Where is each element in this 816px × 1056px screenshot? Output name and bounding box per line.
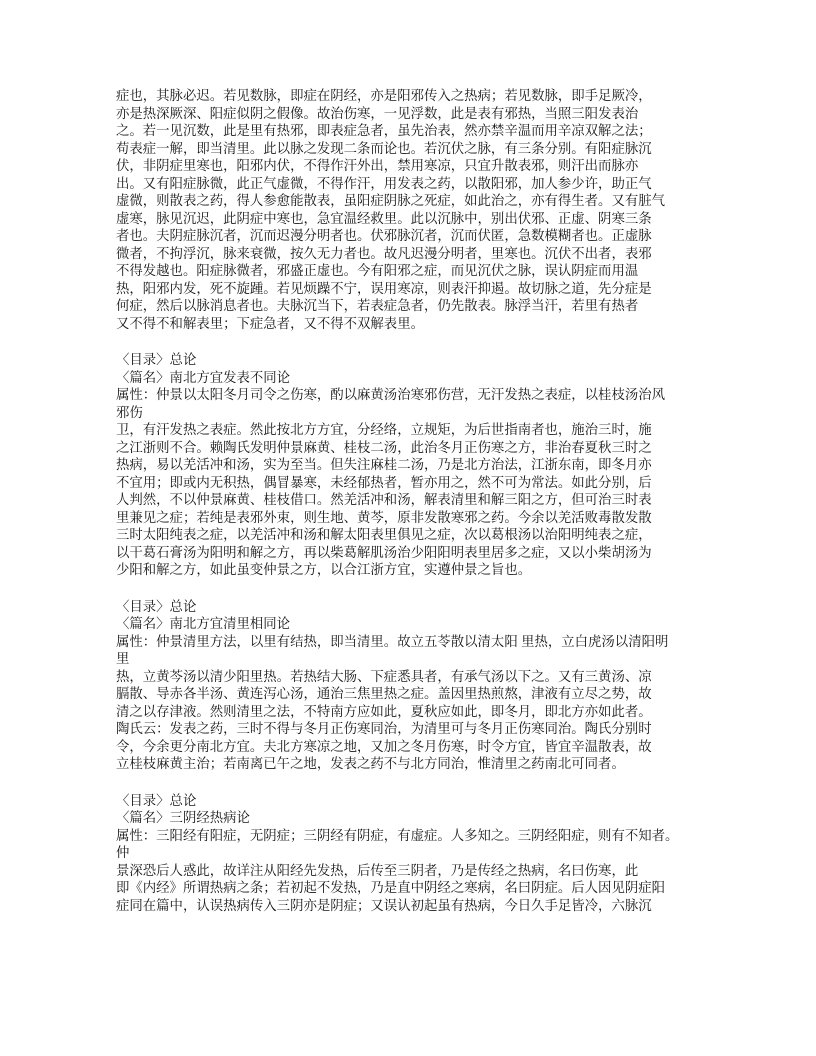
text-line: 即《内经》所谓热病之条；若初起不发热，乃是直中阴经之寒病，名曰阴症。后人因见阴症阳 [116,880,666,895]
text-line: 微者，不拘浮沉，脉来衰微，按久无力者也。故凡迟漫分明者，里寒也。沉伏不出者，表邪 [116,245,652,261]
attribute-line: 属性：仲景清里方法，以里有结热，即当清里。故立五苓散以清太阳 里热，立白虎汤以清阳明 [116,633,669,649]
toc-line: 〈目录〉总论 [116,352,197,367]
text-line: 卫，有汗发热之表症。然此按北方方宜，分经络，立规矩，为后世指南者也，施治三时，施 [116,422,652,437]
section-sanyin-rebing [116,792,738,915]
text-line: 之江浙则不合。赖陶氏发明仲景麻黄、桂枝二汤，此治冬月正伤寒之方，非治春夏秋三时之 [116,439,652,455]
text-line: 三时太阳纯表之症，以羌活冲和汤和解太阳表里俱见之症，次以葛根汤以治阳明纯表之症， [116,527,652,542]
text-line: 里 [116,651,130,666]
text-line: 人判然，不以仲景麻黄、桂枝借口。然羌活冲和汤，解表清里和解三阳之方，但可治三时表 [116,492,652,507]
section-title-line: 〈篇名〉南北方宜发表不同论 [116,369,291,385]
document-page [116,87,738,914]
text-line: 立桂枝麻黄主治；若南离已午之地，发表之药不与北方同治，惟清里之药南北可同者。 [116,756,625,771]
text-line: 不得发越也。阳症脉微者，邪盛正虚也。今有阳邪之症，而见沉伏之脉，误认阴症而用温 [116,263,639,278]
text-line: 不宜用；即或内无积热，偶冒暴寒，未经郁热者，暂亦用之，然不可为常法。如此分别，后 [116,474,652,490]
text-line: 出。又有阳症脉微，此正气虚微，不得作汗，用发表之药，以散阳邪，加人参少许，助正气 [116,175,652,191]
attribute-line: 属性：三阳经有阳症，无阴症；三阴经有阴症，有虚症。人多知之。三阴经阳症，则有不知者。 [116,827,679,843]
text-line: 以干葛石膏汤为阳明和解之方，再以柴葛解肌汤治少阳阳明表里居多之症，又以小柴胡汤为 [116,544,652,560]
text-line: 者也。夫阴症脉沉者，沉而迟漫分明者也。伏邪脉沉者，沉而伏匿，急数模糊者也。正虚脉 [116,228,652,243]
text-line: 虚微，则散表之药，得人参愈能散表，虽阳症阴脉之死症，如此治之，亦有得生者。又有脏气 [116,193,666,208]
text-line: 里兼见之症；若纯是表邪外束，则生地、黄芩，原非发散寒邪之药。今余以羌活败毒散发散 [116,509,652,525]
text-line: 陶氏云：发表之药，三时不得与冬月正伤寒同治，为清里可与冬月正伤寒同治。陶氏分别时 [116,721,652,736]
section-nanbei-qingli [116,598,738,773]
text-line: 症也，其脉必迟。若见数脉，即症在阴经，亦是阳邪传入之热病；若见数脉，即手足厥冷， [116,88,652,103]
text-line: 亦是热深厥深、阳症似阴之假像。故治伤寒，一见浮数，此是表有邪热，当照三阳发表治 [116,105,639,121]
text-line: 仲 [116,845,130,860]
text-line: 虚寒，脉见沉迟，此阴症中寒也，急宜温经救里。此以沉脉中，别出伏邪、正虚、阴寒三条 [116,210,652,226]
text-line: 热，阳邪内发，死不旋踵。若见烦躁不宁，误用寒凉，则表汗抑遏。故切脉之道，先分症是 [116,280,652,296]
text-line: 又不得不和解表里；下症急者，又不得不双解表里。 [116,315,424,331]
toc-line: 〈目录〉总论 [116,598,197,614]
attribute-line: 属性：仲景以太阳冬月司令之伤寒，酌以麻黄汤治寒邪伤营，无汗发热之表症，以桂枝汤治风 [116,387,666,402]
text-line: 令，今余更分南北方宜。夫北方寒凉之地，又加之冬月伤寒，时令方宜，皆宜辛温散表，故 [116,738,652,754]
text-line: 热，立黄芩汤以清少阳里热。若热结大肠、下症悉具者，有承气汤以下之。又有三黄汤、凉 [116,668,652,684]
section-title-line: 〈篇名〉三阴经热病论 [116,810,250,825]
text-line: 伏，非阴症里寒也，阳邪内伏，不得作汗外出，禁用寒凉，只宜升散表邪，则汗出而脉亦 [116,158,639,173]
text-line: 热病，易以羌活冲和汤，实为至当。但失注麻桂二汤，乃是北方治法，江浙东南，即冬月亦 [116,457,652,472]
opening-paragraph [116,87,738,332]
section-nanbei-fabiao [116,351,738,579]
text-line: 少阳和解之方，如此虽变仲景之方，以合江浙方宜，实遵仲景之旨也。 [116,562,532,577]
text-line: 邪伤 [116,404,143,420]
toc-line: 〈目录〉总论 [116,792,197,808]
text-line: 何症，然后以脉消息者也。夫脉沉当下，若表症急者，仍先散表。脉浮当汗，若里有热者 [116,298,639,313]
text-line: 景深恐后人惑此，故详注从阳经先发热，后传至三阴者，乃是传经之热病，名曰伤寒，此 [116,862,639,878]
text-line: 清之以存津液。然则清里之法，不特南方应如此，夏秋应如此，即冬月，即北方亦如此者。 [116,703,652,719]
section-title-line: 〈篇名〉南北方宜清里相同论 [116,616,291,631]
text-line: 膈散、导赤各半汤、黄连泻心汤，通治三焦里热之症。盖因里热煎熬，津液有立尽之势，故 [116,686,652,701]
text-line: 症同在篇中，认误热病传入三阴亦是阴症；又误认初起虽有热病，今日久手足皆冷，六脉沉 [116,897,652,913]
text-line: 苟表症一解，即当清里。此以脉之发现二条而论也。若沉伏之脉，有三条分别。有阳症脉沉 [116,140,652,156]
text-line: 之。若一见沉数，此是里有热邪，即表症急者，虽先治表，然亦禁辛温而用辛凉双解之法； [116,123,652,138]
